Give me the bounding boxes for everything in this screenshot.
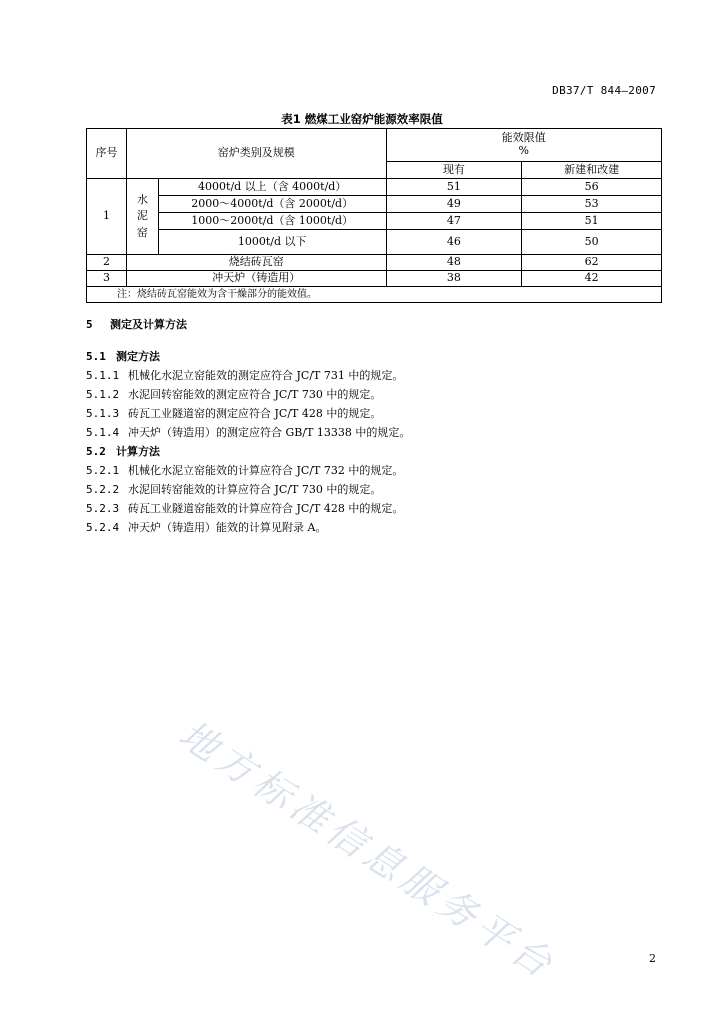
page-number: 2 bbox=[649, 952, 656, 965]
subsection-5-2-heading bbox=[86, 442, 410, 461]
table-row bbox=[87, 213, 662, 230]
row3-existing: 38 bbox=[386, 271, 522, 287]
new-cell: 50 bbox=[522, 230, 662, 255]
clause-item bbox=[86, 404, 410, 423]
group1-category bbox=[126, 179, 158, 255]
clause-number: 5.1.4 bbox=[86, 426, 120, 439]
subsection-title: 测定方法 bbox=[116, 350, 160, 363]
row2-category: 烧结砖瓦窑 bbox=[126, 255, 386, 271]
header-seq: 序号 bbox=[87, 129, 127, 179]
clause-item bbox=[86, 499, 410, 518]
row2-seq: 2 bbox=[87, 255, 127, 271]
clause-item bbox=[86, 385, 410, 404]
existing-cell: 46 bbox=[386, 230, 522, 255]
clause-number: 5.2.3 bbox=[86, 502, 120, 515]
clause-item bbox=[86, 518, 410, 537]
clause-number: 5.1.1 bbox=[86, 369, 120, 382]
table-row bbox=[87, 179, 662, 196]
header-category: 窑炉类别及规模 bbox=[126, 129, 386, 179]
existing-cell: 51 bbox=[386, 179, 522, 196]
section-5 bbox=[86, 315, 410, 537]
subsection-title: 计算方法 bbox=[116, 445, 160, 458]
row3-category: 冲天炉（铸造用） bbox=[126, 271, 386, 287]
scale-cell: 4000t/d 以上（含 4000t/d） bbox=[158, 179, 386, 196]
existing-cell: 47 bbox=[386, 213, 522, 230]
subsection-number: 5.2 bbox=[86, 445, 106, 458]
section-5-number: 5 bbox=[86, 318, 93, 331]
table-row bbox=[87, 255, 662, 271]
subsection-number: 5.1 bbox=[86, 350, 106, 363]
clause-item bbox=[86, 423, 410, 442]
new-cell: 53 bbox=[522, 196, 662, 213]
scale-cell: 1000～2000t/d（含 1000t/d） bbox=[158, 213, 386, 230]
document-code: DB37/T 844—2007 bbox=[552, 84, 656, 97]
clause-text: 水泥回转窑能效的计算应符合 JC/T 730 中的规定。 bbox=[128, 483, 382, 496]
clause-text: 冲天炉（铸造用）能效的计算见附录 A。 bbox=[128, 521, 327, 534]
table-row bbox=[87, 196, 662, 213]
energy-efficiency-table bbox=[86, 128, 662, 303]
clause-number: 5.2.4 bbox=[86, 521, 120, 534]
clause-item bbox=[86, 461, 410, 480]
new-cell: 56 bbox=[522, 179, 662, 196]
existing-cell: 49 bbox=[386, 196, 522, 213]
clause-number: 5.1.2 bbox=[86, 388, 120, 401]
clause-text: 机械化水泥立窑能效的计算应符合 JC/T 732 中的规定。 bbox=[128, 464, 404, 477]
clause-text: 水泥回转窑能效的测定应符合 JC/T 730 中的规定。 bbox=[128, 388, 382, 401]
row2-new: 62 bbox=[522, 255, 662, 271]
header-existing: 现有 bbox=[386, 162, 522, 179]
clause-item bbox=[86, 366, 410, 385]
table-title: 表1 燃煤工业窑炉能源效率限值 bbox=[281, 112, 443, 126]
scale-cell: 1000t/d 以下 bbox=[158, 230, 386, 255]
header-new: 新建和改建 bbox=[522, 162, 662, 179]
row2-existing: 48 bbox=[386, 255, 522, 271]
header-limit bbox=[386, 129, 661, 162]
group1-seq: 1 bbox=[87, 179, 127, 255]
clause-item bbox=[86, 480, 410, 499]
header-limit-label: 能效限值 bbox=[501, 131, 546, 145]
scale-cell: 2000～4000t/d（含 2000t/d） bbox=[158, 196, 386, 213]
section-5-heading bbox=[86, 315, 410, 334]
row3-seq: 3 bbox=[87, 271, 127, 287]
table-row bbox=[87, 230, 662, 255]
section-5-title: 测定及计算方法 bbox=[110, 318, 187, 331]
clause-text: 砖瓦工业隧道窑的测定应符合 JC/T 428 中的规定。 bbox=[128, 407, 382, 420]
clause-text: 冲天炉（铸造用）的测定应符合 GB/T 13338 中的规定。 bbox=[128, 426, 411, 439]
table-note: 注：烧结砖瓦窑能效为含干燥部分的能效值。 bbox=[87, 287, 662, 303]
clause-text: 机械化水泥立窑能效的测定应符合 JC/T 731 中的规定。 bbox=[128, 369, 404, 382]
header-limit-unit: % bbox=[518, 144, 529, 157]
cement-kiln-label: 水 泥 窑 bbox=[136, 192, 148, 239]
watermark: 地方标准信息服务平台 bbox=[171, 711, 565, 989]
table-row bbox=[87, 271, 662, 287]
clause-number: 5.2.1 bbox=[86, 464, 120, 477]
clause-text: 砖瓦工业隧道窑能效的计算应符合 JC/T 428 中的规定。 bbox=[128, 502, 404, 515]
subsection-5-1-heading bbox=[86, 347, 410, 366]
clause-number: 5.1.3 bbox=[86, 407, 120, 420]
clause-number: 5.2.2 bbox=[86, 483, 120, 496]
row3-new: 42 bbox=[522, 271, 662, 287]
new-cell: 51 bbox=[522, 213, 662, 230]
